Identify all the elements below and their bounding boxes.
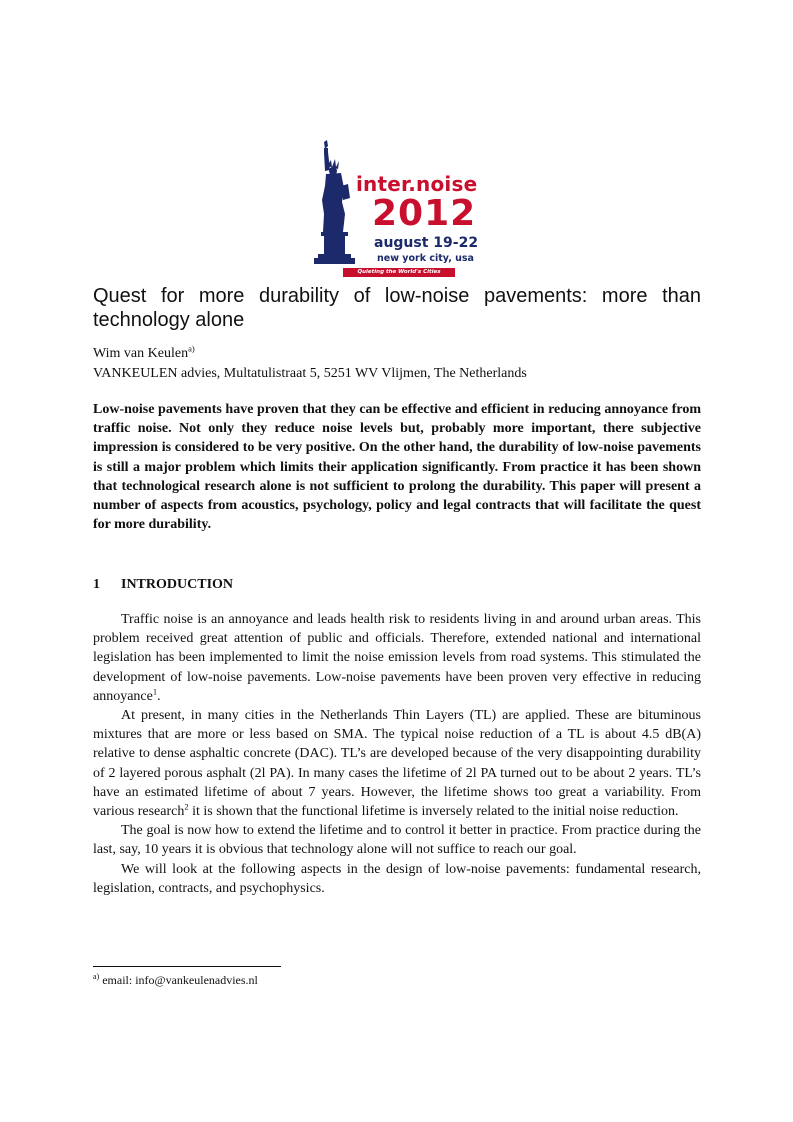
footnote-divider [93, 966, 281, 967]
author-affiliation: VANKEULEN advies, Multatulistraat 5, 5251 WV Vlijmen, The Netherlands [93, 366, 527, 381]
section-body [93, 610, 701, 898]
logo-year: 2012 [372, 193, 477, 234]
author-line [93, 344, 701, 364]
citation-ref: 2 [184, 801, 189, 812]
paragraph-text: At present, in many cities in the Netherlands Thin Layers (TL) are applied. These are bituminous mixtures that are more or less based on SMA. The typical noise reduction of a TL is about 4.5 dB(A) relative to dense asphaltic concrete (DAC). TL’s are developed because of the very disappointing durability of 2 layered porous asphalt (2l PA). In many cases the lifetime of 2l PA turned out to be about 2 years. TL’s have an estimated lifetime of about 7 years. However, the lifetime shows too great a variability. From various research [93, 708, 701, 820]
body-paragraph: The goal is now how to extend the lifetime and to control it better in practice. From practice during the last, say, 10 years it is obvious that technology alone will not suffice to reach our goal. [93, 823, 701, 858]
paragraph-text: Traffic noise is an annoyance and leads health risk to residents living in and around urban areas. This problem received great attention of public and officials. Therefore, extended national and international legislation has been implemented to limit the noise emission levels from road systems. This stimulated the development of low-noise pavements. Low-noise pavements have been proven very effective in reducing annoyance [93, 612, 701, 704]
paragraph-end: . [157, 688, 161, 704]
statue-of-liberty-icon [310, 140, 380, 270]
logo-tagline: Quieting the World's Cities [343, 268, 455, 277]
body-paragraph [93, 706, 701, 821]
footnote-mark: a) [93, 972, 100, 981]
section-title: INTRODUCTION [121, 577, 234, 592]
section-number: 1 [93, 577, 100, 592]
author-footnote-mark: a) [188, 343, 195, 354]
footnote [93, 972, 701, 988]
section-heading [93, 575, 701, 595]
body-paragraph [93, 610, 701, 706]
body-paragraph: We will look at the following aspects in the design of low-noise pavements: fundamental research, legislation, contracts, and psychophysics. [93, 861, 701, 896]
conference-logo [310, 140, 490, 280]
logo-name: inter.noise [356, 172, 478, 196]
logo-city: new york city, usa [377, 253, 474, 264]
citation-ref: 1 [152, 686, 158, 697]
author-name: Wim van Keulen [93, 346, 189, 361]
paragraph-text-continued: it is shown that the functional lifetime is inversely related to the initial noise reduction. [188, 804, 679, 820]
logo-dates: august 19-22 [374, 235, 479, 251]
abstract: Low-noise pavements have proven that they can be effective and efficient in reducing annoyance from traffic noise. Not only they reduce noise levels but, probably more important, there subjective impression is considered to be very positive. On the other hand, the durability of low-noise pavements is still a major problem which limits their application significantly. From practice it has been shown that technological research alone is not sufficient to prolong the durability. This paper will present a number of aspects from acoustics, psychology, policy and legal contracts that will facilitate the quest for more durability. [93, 402, 701, 533]
paper-title: Quest for more durability of low-noise pavements: more than technology alone [93, 285, 701, 331]
footnote-text: email: info@vankeulenadvies.nl [99, 973, 258, 987]
